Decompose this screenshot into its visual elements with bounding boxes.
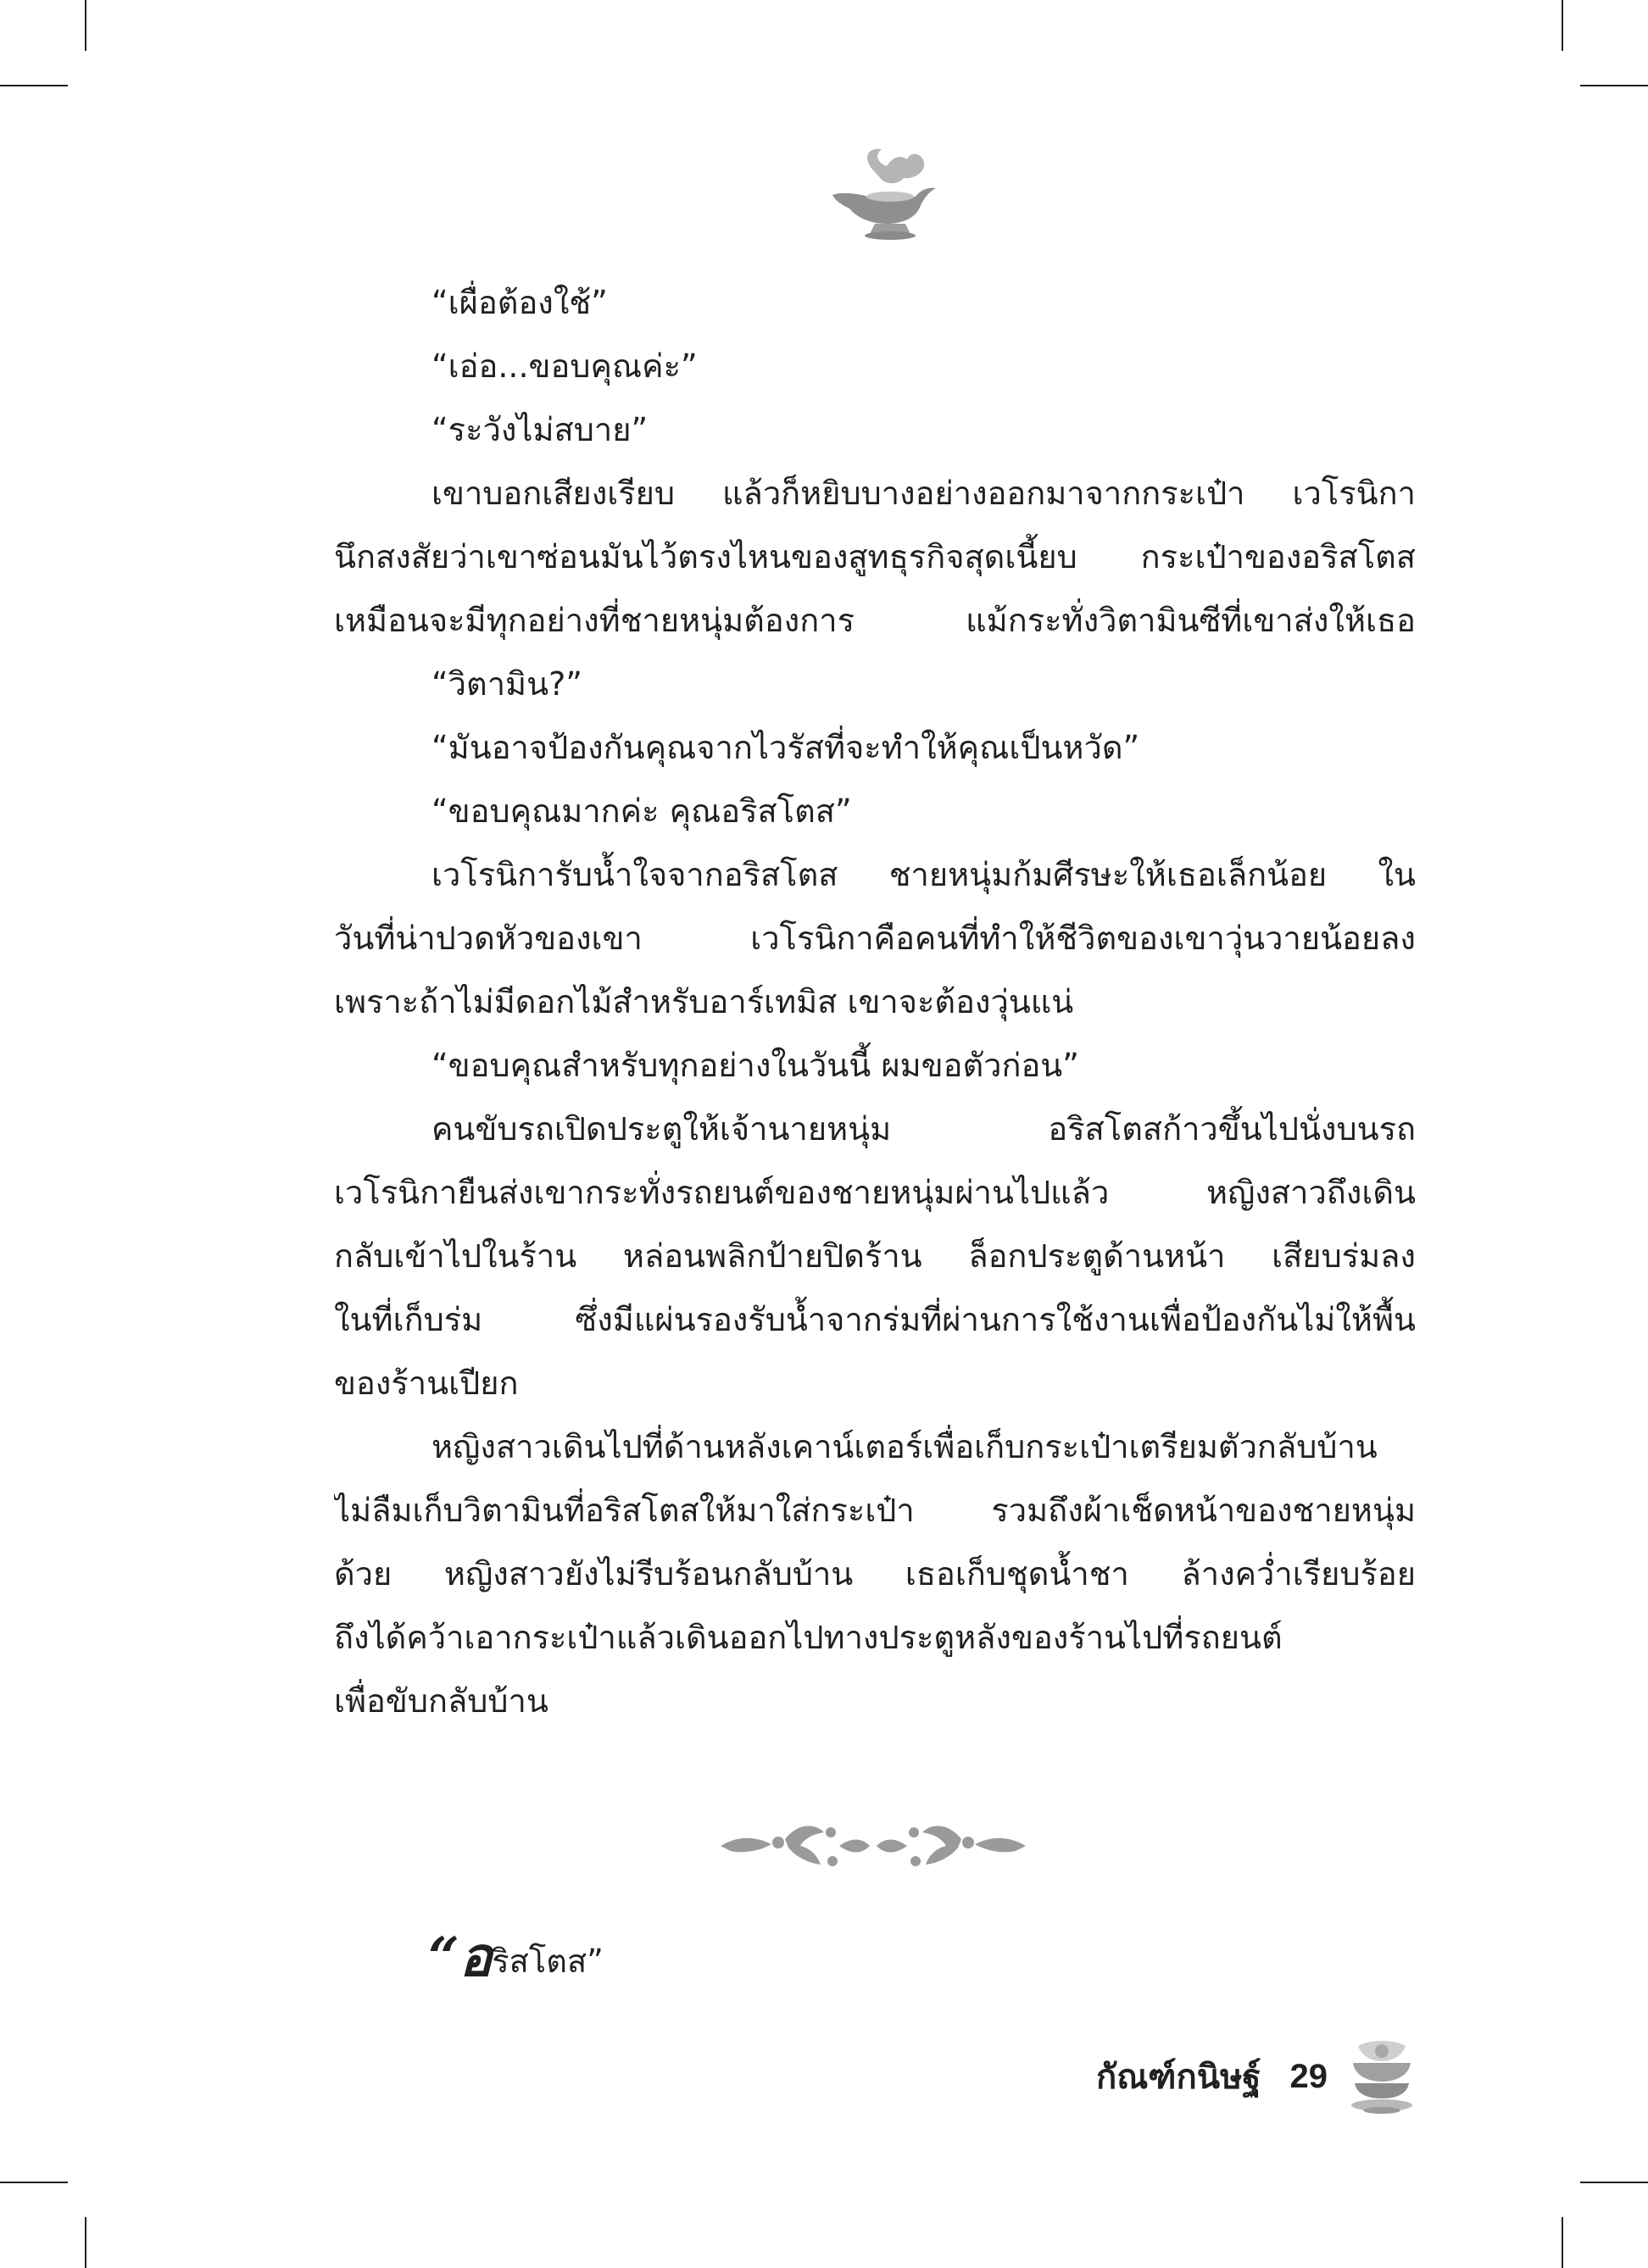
floral-divider-icon [712, 1812, 1034, 1880]
crop-mark-bottom-left-v [85, 2217, 86, 2268]
text-line: “เผื่อต้องใช้” [431, 284, 608, 321]
text-line: หญิงสาวเดินไปที่ด้านหลังเคาน์เตอร์เพื่อเก็บกระเป๋าเตรียมตัวกลับบ้าน [431, 1428, 1378, 1465]
text-line: นึกสงสัยว่าเขาซ่อนมันไว้ตรงไหนของสูทธุรกิจสุดเนี้ยบ กระเป๋าของอริสโตส [334, 538, 1416, 575]
page-footer [1043, 2043, 1416, 2110]
text-line: “มันอาจป้องกันคุณจากไวรัสที่จะทำให้คุณเป็นหวัด” [431, 729, 1140, 766]
text-line: “ขอบคุณมากค่ะ คุณอริสโตส” [431, 792, 852, 830]
text-line: กลับเข้าไปในร้าน หล่อนพลิกป้ายปิดร้าน ล็อกประตูด้านหน้า เสียบร่มลง [334, 1237, 1416, 1275]
text-line: เพื่อขับกลับบ้าน [334, 1682, 548, 1720]
crop-mark-bottom-right-h [1580, 2182, 1648, 2183]
body-text [334, 271, 1416, 1733]
text-line: ในที่เก็บร่ม ซึ่งมีแผ่นรองรับน้ำจากร่มที่ผ่านการใช้งานเพื่อป้องกันไม่ให้พื้น [334, 1301, 1416, 1338]
text-line: “วิตามิน?” [431, 665, 582, 703]
teacup-stack-icon [1348, 2037, 1416, 2115]
section-opening-rest: ริสโตส” [492, 1943, 604, 1980]
crop-mark-top-right-h [1580, 85, 1648, 86]
text-line: เพราะถ้าไม่มีดอกไม้สำหรับอาร์เทมิส เขาจะต้องวุ่นแน่ [334, 983, 1074, 1020]
crop-mark-bottom-right-v [1562, 2217, 1563, 2268]
text-line: “ขอบคุณสำหรับทุกอย่างในวันนี้ ผมขอตัวก่อน” [431, 1047, 1079, 1084]
crop-mark-bottom-left-h [0, 2182, 68, 2183]
section-opening-line [428, 1924, 604, 1992]
text-line: เวโรนิกายืนส่งเขากระทั่งรถยนต์ของชายหนุ่มผ่านไปแล้ว หญิงสาวถึงเดิน [334, 1174, 1416, 1211]
text-line: เหมือนจะมีทุกอย่างที่ชายหนุ่มต้องการ แม้กระทั่งวิตามินซีที่เขาส่งให้เธอ [334, 602, 1416, 639]
text-line: วันที่น่าปวดหัวของเขา เวโรนิกาคือคนที่ทำให้ชีวิตของเขาวุ่นวายน้อยลง [334, 920, 1416, 957]
drop-cap: “อ [428, 1926, 493, 1989]
text-line: ไม่ลืมเก็บวิตามินที่อริสโตสให้มาใส่กระเป๋า รวมถึงผ้าเช็ดหน้าของชายหนุ่ม [334, 1492, 1416, 1529]
text-line: เขาบอกเสียงเรียบ แล้วก็หยิบบางอย่างออกมาจากกระเป๋า เวโรนิกา [431, 475, 1416, 512]
text-line: ด้วย หญิงสาวยังไม่รีบร้อนกลับบ้าน เธอเก็บชุดน้ำชา ล้างคว่ำเรียบร้อย [334, 1555, 1416, 1593]
text-line: ของร้านเปียก [334, 1365, 519, 1402]
text-line: คนขับรถเปิดประตูให้เจ้านายหนุ่ม อริสโตสก้าวขึ้นไปนั่งบนรถ [431, 1110, 1416, 1148]
crop-mark-top-left-v [85, 0, 86, 51]
text-line: “ระวังไม่สบาย” [431, 411, 649, 448]
text-line: ถึงได้คว้าเอากระเป๋าแล้วเดินออกไปทางประตูหลังของร้านไปที่รถยนต์ [334, 1619, 1283, 1656]
crop-mark-top-right-v [1562, 0, 1563, 51]
genie-lamp-icon [816, 142, 943, 244]
page-number: 29 [1289, 2057, 1328, 2095]
text-line: “เอ่อ...ขอบคุณค่ะ” [431, 347, 698, 385]
crop-mark-top-left-h [0, 85, 68, 86]
text-line: เวโรนิการับน้ำใจจากอริสโตส ชายหนุ่มก้มศีรษะให้เธอเล็กน้อย ใน [431, 856, 1416, 893]
book-title: กัณฑ์กนิษฐ์ [1095, 2058, 1261, 2097]
